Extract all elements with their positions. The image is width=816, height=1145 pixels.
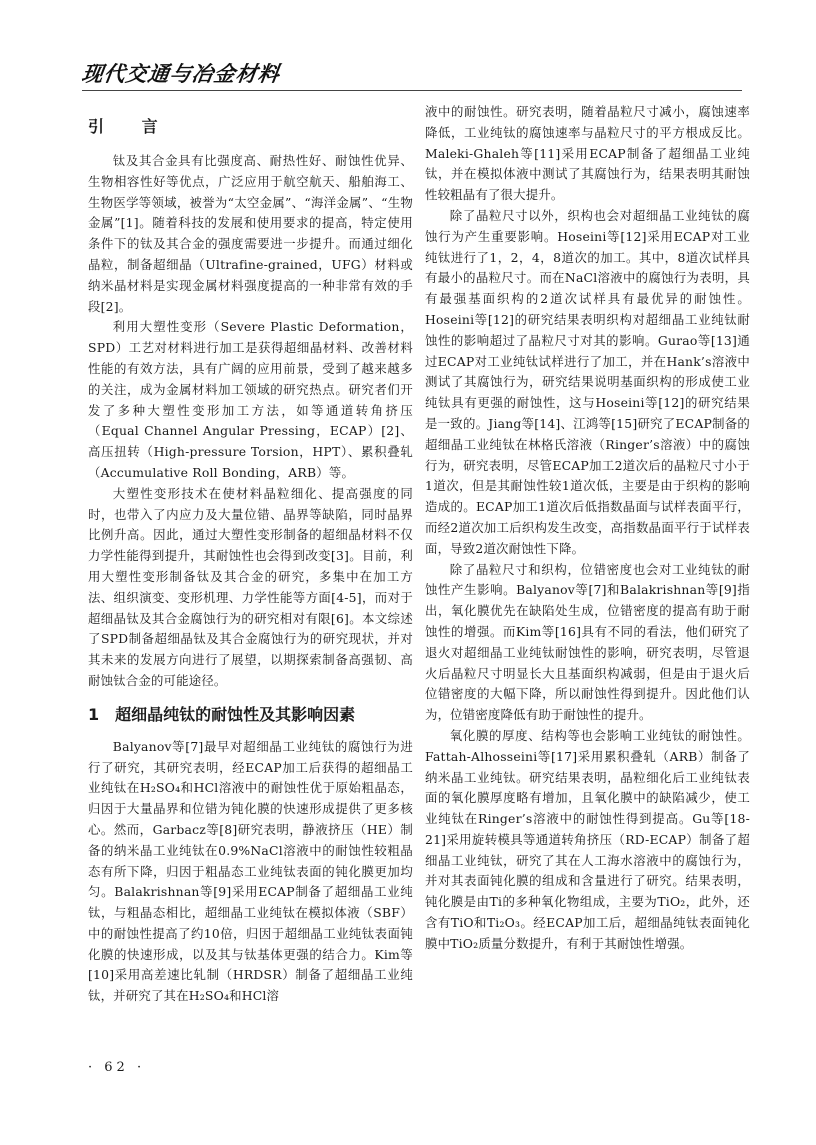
paragraph-texture: 除了晶粒尺寸以外，织构也会对超细晶工业纯钛的腐蚀行为产生重要影响。Hoseini等[12]采用ECAP对工业纯钛进行了1，2，4，8道次的加工。其中，8道次试样具有最小的晶粒尺寸。而在NaCl溶液中的腐蚀行为表明，具有最强基面织构的2道次试样具有最优异的耐蚀性。Hoseini等[12]的研究结果表明织构对超细晶工业纯钛耐蚀性的影响超过了晶粒尺寸对其的影响。Gurao等[13]通过ECAP对工业纯钛试样进行了加工，并在Hank’s溶液中测试了其腐蚀行为，研究结果说明基面织构的形成使工业纯钛具有更强的耐蚀性，这与Hoseini等[12]的研究结果是一致的。Jiang等[14]、江鸿等[15]研究了ECAP制备的超细晶工业纯钛在林格氏溶液（Ringer’s溶液）中的腐蚀行为，研究表明，尽管ECAP加工2道次后的晶粒尺寸小于1道次，但是其耐蚀性较1道次低，主要是由于织构的影响造成的。ECAP加工1道次后低指数晶面与试样表面平行，而经2道次加工后织构发生改变，高指数晶面平行于试样表面，导致2道次耐蚀性下降。	[425, 207, 750, 556]
paragraph-continued: 液中的耐蚀性。研究表明，随着晶粒尺寸减小，腐蚀速率降低，工业纯钛的腐蚀速率与晶粒尺寸的平方根成反比。Maleki-Ghaleh等[11]采用ECAP制备了超细晶工业纯钛，并在模拟体液中测试了其腐蚀行为，结果表明其耐蚀性较粗晶有了很大提升。	[425, 104, 750, 203]
intro-heading: 引 言	[88, 117, 174, 136]
left-column	[88, 102, 413, 1007]
paragraph-intro-3: 大塑性变形技术在使材料晶粒细化、提高强度的同时，也带入了内应力及大量位错、晶界等缺陷，同时晶界比例升高。因此，通过大塑性变形制备的超细晶材料不仅力学性能得到提升，其耐蚀性也会得到改变[3]。目前，利用大塑性变形制备钛及其合金的研究，多集中在加工方法、组织演变、变形机理、力学性能等方面[4-5]，而对于超细晶钛及其合金腐蚀行为的研究相对有限[6]。本文综述了SPD制备超细晶钛及其合金腐蚀行为的研究现状，并对其未来的发展方向进行了展望，以期探索制备高强韧、高耐蚀钛合金的可能途径。	[88, 485, 413, 688]
header-divider	[82, 90, 742, 91]
section-1-heading: 1 超细晶纯钛的耐蚀性及其影响因素	[88, 704, 356, 724]
paragraph-intro-2: 利用大塑性变形（Severe Plastic Deformation，SPD）工艺对材料进行加工是获得超细晶材料、改善材料性能的有效方法，具有广阔的应用前景，受到了越来越多的关注，成为金属材料加工领域的研究热点。研究者们开发了多种大塑性变形加工方法，如等通道转角挤压（Equal Channel Angular Pressing，ECAP）[2]、高压扭转（High-pressure Torsion，HPT）、累积叠轧（Accumulative Roll Bonding，ARB）等。	[88, 319, 413, 480]
paragraph-intro-1: 钛及其合金具有比强度高、耐热性好、耐蚀性优异、生物相容性好等优点，广泛应用于航空航天、船舶海工、生物医学等领域，被誉为“太空金属”、“海洋金属”、“生物金属”[1]。随着科技的发展和使用要求的提高，特定使用条件下的钛及其合金的强度需要进一步提升。而通过细化晶粒，制备超细晶（Ultrafine-grained，UFG）材料或纳米晶材料是实现金属材料强度提高的一种非常有效的手段[2]。	[88, 153, 413, 314]
paragraph-section-1-1: Balyanov等[7]最早对超细晶工业纯钛的腐蚀行为进行了研究，其研究表明，经ECAP加工后获得的超细晶工业纯钛在H₂SO₄和HCl溶液中的耐蚀性优于原始粗晶态，归因于大量晶界和位错为钝化膜的快速形成提供了更多核心。然而，Garbacz等[8]研究表明，静液挤压（HE）制备的纳米晶工业纯钛在0.9%NaCl溶液中的耐蚀性较粗晶态有所下降，归因于粗晶态工业纯钛表面的钝化膜更加均匀。Balakrishnan等[9]采用ECAP制备了超细晶工业纯钛，与粗晶态相比，超细晶工业纯钛在模拟体液（SBF）中的耐蚀性提高了约10倍，归因于超细晶工业纯钛表面钝化膜的快速形成，以及其与钛基体更强的结合力。Kim等[10]采用高差速比轧制（HRDSR）制备了超细晶工业纯钛，并研究了其在H₂SO₄和HCl溶	[88, 738, 413, 1004]
paragraph-dislocation: 除了晶粒尺寸和织构，位错密度也会对工业纯钛的耐蚀性产生影响。Balyanov等[7]和Balakrishnan等[9]指出，氧化膜优先在缺陷处生成，位错密度的提高有助于耐蚀性的增强。而Kim等[16]具有不同的看法，他们研究了退火对超细晶工业纯钛耐蚀性的影响，研究表明，尽管退火后晶粒尺寸明显长大且基面织构减弱，但是由于退火后位错密度的大幅下降，所以耐蚀性得到提升。因此他们认为，位错密度降低有助于耐蚀性的提升。	[425, 561, 750, 723]
page-number: · 62 ·	[88, 1060, 146, 1075]
right-column	[425, 102, 750, 955]
paragraph-oxide-film: 氧化膜的厚度、结构等也会影响工业纯钛的耐蚀性。Fattah-Alhosseini等[17]采用累积叠轧（ARB）制备了纳米晶工业纯钛。研究结果表明，晶粒细化后工业纯钛表面的氧化膜厚度略有增加，且氧化膜中的缺陷减少，使工业纯钛在Ringer’s溶液中的耐蚀性得到提高。Gu等[18-21]采用旋转模具等通道转角挤压（RD-ECAP）制备了超细晶工业纯钛，研究了其在人工海水溶液中的腐蚀行为，并对其表面钝化膜的组成和含量进行了研究。结果表明，钝化膜是由Ti的多种氧化物组成，主要为TiO₂，此外，还含有TiO和Ti₂O₃。经ECAP加工后，超细晶纯钛表面钝化膜中TiO₂质量分数提升，有利于其耐蚀性增强。	[425, 727, 750, 951]
journal-title: 现代交通与冶金材料	[80, 61, 282, 86]
